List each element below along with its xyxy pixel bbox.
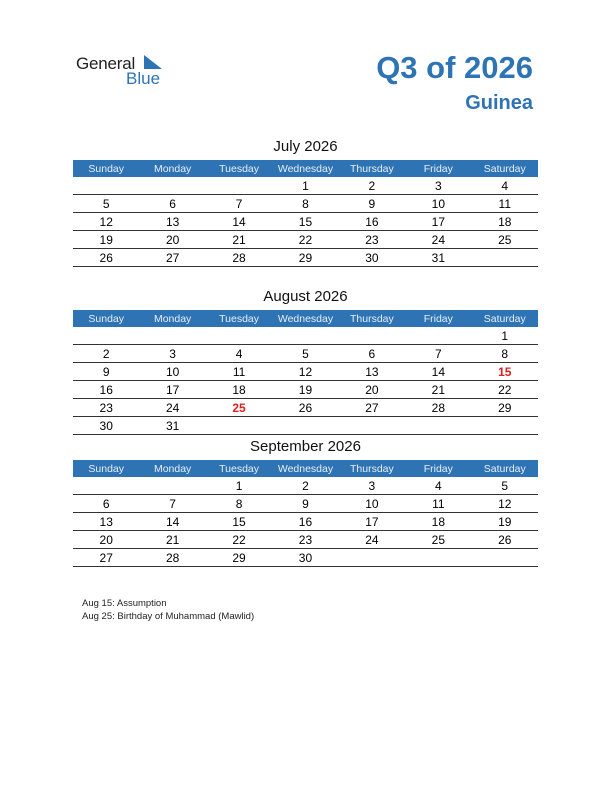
week-row [73,195,538,213]
day-cell: 10 [405,195,471,213]
month-september [73,437,538,567]
day-cell: 5 [272,345,338,363]
day-cell: 3 [339,477,405,495]
weekday-header: Tuesday [206,460,272,477]
day-cell: 9 [272,495,338,513]
day-cell: 9 [73,363,139,381]
day-cell: 8 [472,345,538,363]
day-cell: 11 [472,195,538,213]
weekday-header: Monday [139,310,205,327]
day-cell: 4 [206,345,272,363]
day-cell: 14 [139,513,205,531]
day-cell [272,327,338,345]
day-cell [139,477,205,495]
page-title: Q3 of 2026 [376,50,533,85]
day-cell: 6 [339,345,405,363]
day-cell: 24 [139,399,205,417]
day-cell: 19 [73,231,139,249]
general-blue-logo [76,52,176,88]
day-cell [206,327,272,345]
weekday-header: Saturday [472,160,538,177]
weekday-header: Sunday [73,310,139,327]
day-cell: 5 [73,195,139,213]
weekday-header: Thursday [339,160,405,177]
weekday-header: Thursday [339,460,405,477]
day-cell: 27 [339,399,405,417]
week-row [73,231,538,249]
week-row [73,495,538,513]
day-cell: 4 [472,177,538,195]
day-cell: 17 [405,213,471,231]
day-cell: 5 [472,477,538,495]
day-cell: 31 [139,417,205,435]
day-cell: 26 [472,531,538,549]
day-cell: 26 [73,249,139,267]
weekday-header: Saturday [472,310,538,327]
day-cell: 15 [272,213,338,231]
day-cell: 18 [206,381,272,399]
day-cell: 25 [405,531,471,549]
day-cell: 19 [472,513,538,531]
month-august [73,287,538,435]
day-cell [139,327,205,345]
day-cell: 1 [206,477,272,495]
country-subtitle: Guinea [465,92,533,114]
day-cell: 24 [405,231,471,249]
day-cell: 7 [139,495,205,513]
day-cell: 4 [405,477,471,495]
day-cell: 22 [472,381,538,399]
day-cell: 25 [472,231,538,249]
day-cell: 10 [139,363,205,381]
day-cell: 20 [73,531,139,549]
day-cell: 2 [73,345,139,363]
day-cell [73,477,139,495]
day-cell: 13 [339,363,405,381]
month-title: August 2026 [263,288,348,305]
day-cell: 10 [339,495,405,513]
day-cell: 15 [206,513,272,531]
day-cell: 30 [272,549,338,567]
day-cell: 27 [73,549,139,567]
day-cell: 13 [73,513,139,531]
logo-text-general: General [76,54,136,73]
weekday-header: Friday [405,160,471,177]
weekday-header: Wednesday [272,460,338,477]
day-cell: 13 [139,213,205,231]
day-cell: 18 [405,513,471,531]
day-cell: 14 [206,213,272,231]
weekday-header: Wednesday [272,310,338,327]
week-row [73,381,538,399]
logo-flag-icon [144,55,162,69]
day-cell: 21 [405,381,471,399]
day-cell: 25 [206,399,272,417]
weekday-header: Friday [405,460,471,477]
day-cell: 17 [139,381,205,399]
day-cell: 24 [339,531,405,549]
day-cell [405,417,471,435]
holiday-note: Aug 15: Assumption [82,598,167,609]
day-cell: 22 [206,531,272,549]
week-row [73,549,538,567]
week-row [73,399,538,417]
day-cell: 3 [139,345,205,363]
day-cell: 1 [472,327,538,345]
calendar-grid [73,310,538,435]
day-cell [73,327,139,345]
day-cell: 14 [405,363,471,381]
weekday-header: Sunday [73,460,139,477]
day-cell: 9 [339,195,405,213]
weekday-header: Saturday [472,460,538,477]
day-cell: 23 [73,399,139,417]
day-cell: 29 [472,399,538,417]
day-cell: 11 [206,363,272,381]
weekday-header: Thursday [339,310,405,327]
week-row [73,477,538,495]
day-cell: 16 [73,381,139,399]
day-cell: 23 [272,531,338,549]
weekday-header: Tuesday [206,160,272,177]
day-cell: 2 [272,477,338,495]
day-cell: 7 [405,345,471,363]
day-cell: 29 [206,549,272,567]
day-cell [472,549,538,567]
logo-text-blue: Blue [126,69,161,88]
week-row [73,177,538,195]
day-cell: 11 [405,495,471,513]
day-cell: 27 [139,249,205,267]
day-cell: 29 [272,249,338,267]
day-cell: 3 [405,177,471,195]
day-cell [339,417,405,435]
day-cell: 15 [472,363,538,381]
day-cell: 28 [139,549,205,567]
day-cell: 8 [272,195,338,213]
holiday-notes [82,597,254,623]
week-row [73,531,538,549]
day-cell: 18 [472,213,538,231]
day-cell: 6 [139,195,205,213]
month-title: July 2026 [273,138,338,155]
day-cell [73,177,139,195]
week-row [73,513,538,531]
day-cell [206,417,272,435]
week-row [73,345,538,363]
day-cell [472,249,538,267]
holiday-note: Aug 25: Birthday of Muhammad (Mawlid) [82,611,255,622]
day-cell: 23 [339,231,405,249]
day-cell [139,177,205,195]
week-row [73,327,538,345]
day-cell: 21 [206,231,272,249]
week-row [73,363,538,381]
day-cell: 28 [405,399,471,417]
month-july [73,137,538,267]
day-cell: 28 [206,249,272,267]
weekday-header: Sunday [73,160,139,177]
day-cell: 26 [272,399,338,417]
day-cell: 21 [139,531,205,549]
day-cell: 16 [339,213,405,231]
calendar-grid [73,160,538,267]
day-cell: 1 [272,177,338,195]
day-cell: 19 [272,381,338,399]
day-cell: 2 [339,177,405,195]
weekday-header: Monday [139,160,205,177]
day-cell: 30 [339,249,405,267]
day-cell: 12 [472,495,538,513]
weekday-header: Monday [139,460,205,477]
day-cell: 16 [272,513,338,531]
day-cell: 20 [139,231,205,249]
day-cell [472,417,538,435]
day-cell: 12 [73,213,139,231]
day-cell [339,327,405,345]
calendar-grid [73,460,538,567]
day-cell: 7 [206,195,272,213]
weekday-header: Friday [405,310,471,327]
day-cell [405,549,471,567]
day-cell: 17 [339,513,405,531]
week-row [73,249,538,267]
day-cell [272,417,338,435]
month-title: September 2026 [250,438,361,455]
week-row [73,213,538,231]
day-cell: 6 [73,495,139,513]
day-cell: 31 [405,249,471,267]
day-cell: 20 [339,381,405,399]
day-cell: 8 [206,495,272,513]
weekday-header: Wednesday [272,160,338,177]
day-cell [339,549,405,567]
day-cell: 12 [272,363,338,381]
weekday-header: Tuesday [206,310,272,327]
day-cell: 30 [73,417,139,435]
day-cell: 22 [272,231,338,249]
day-cell [206,177,272,195]
week-row [73,417,538,435]
day-cell [405,327,471,345]
